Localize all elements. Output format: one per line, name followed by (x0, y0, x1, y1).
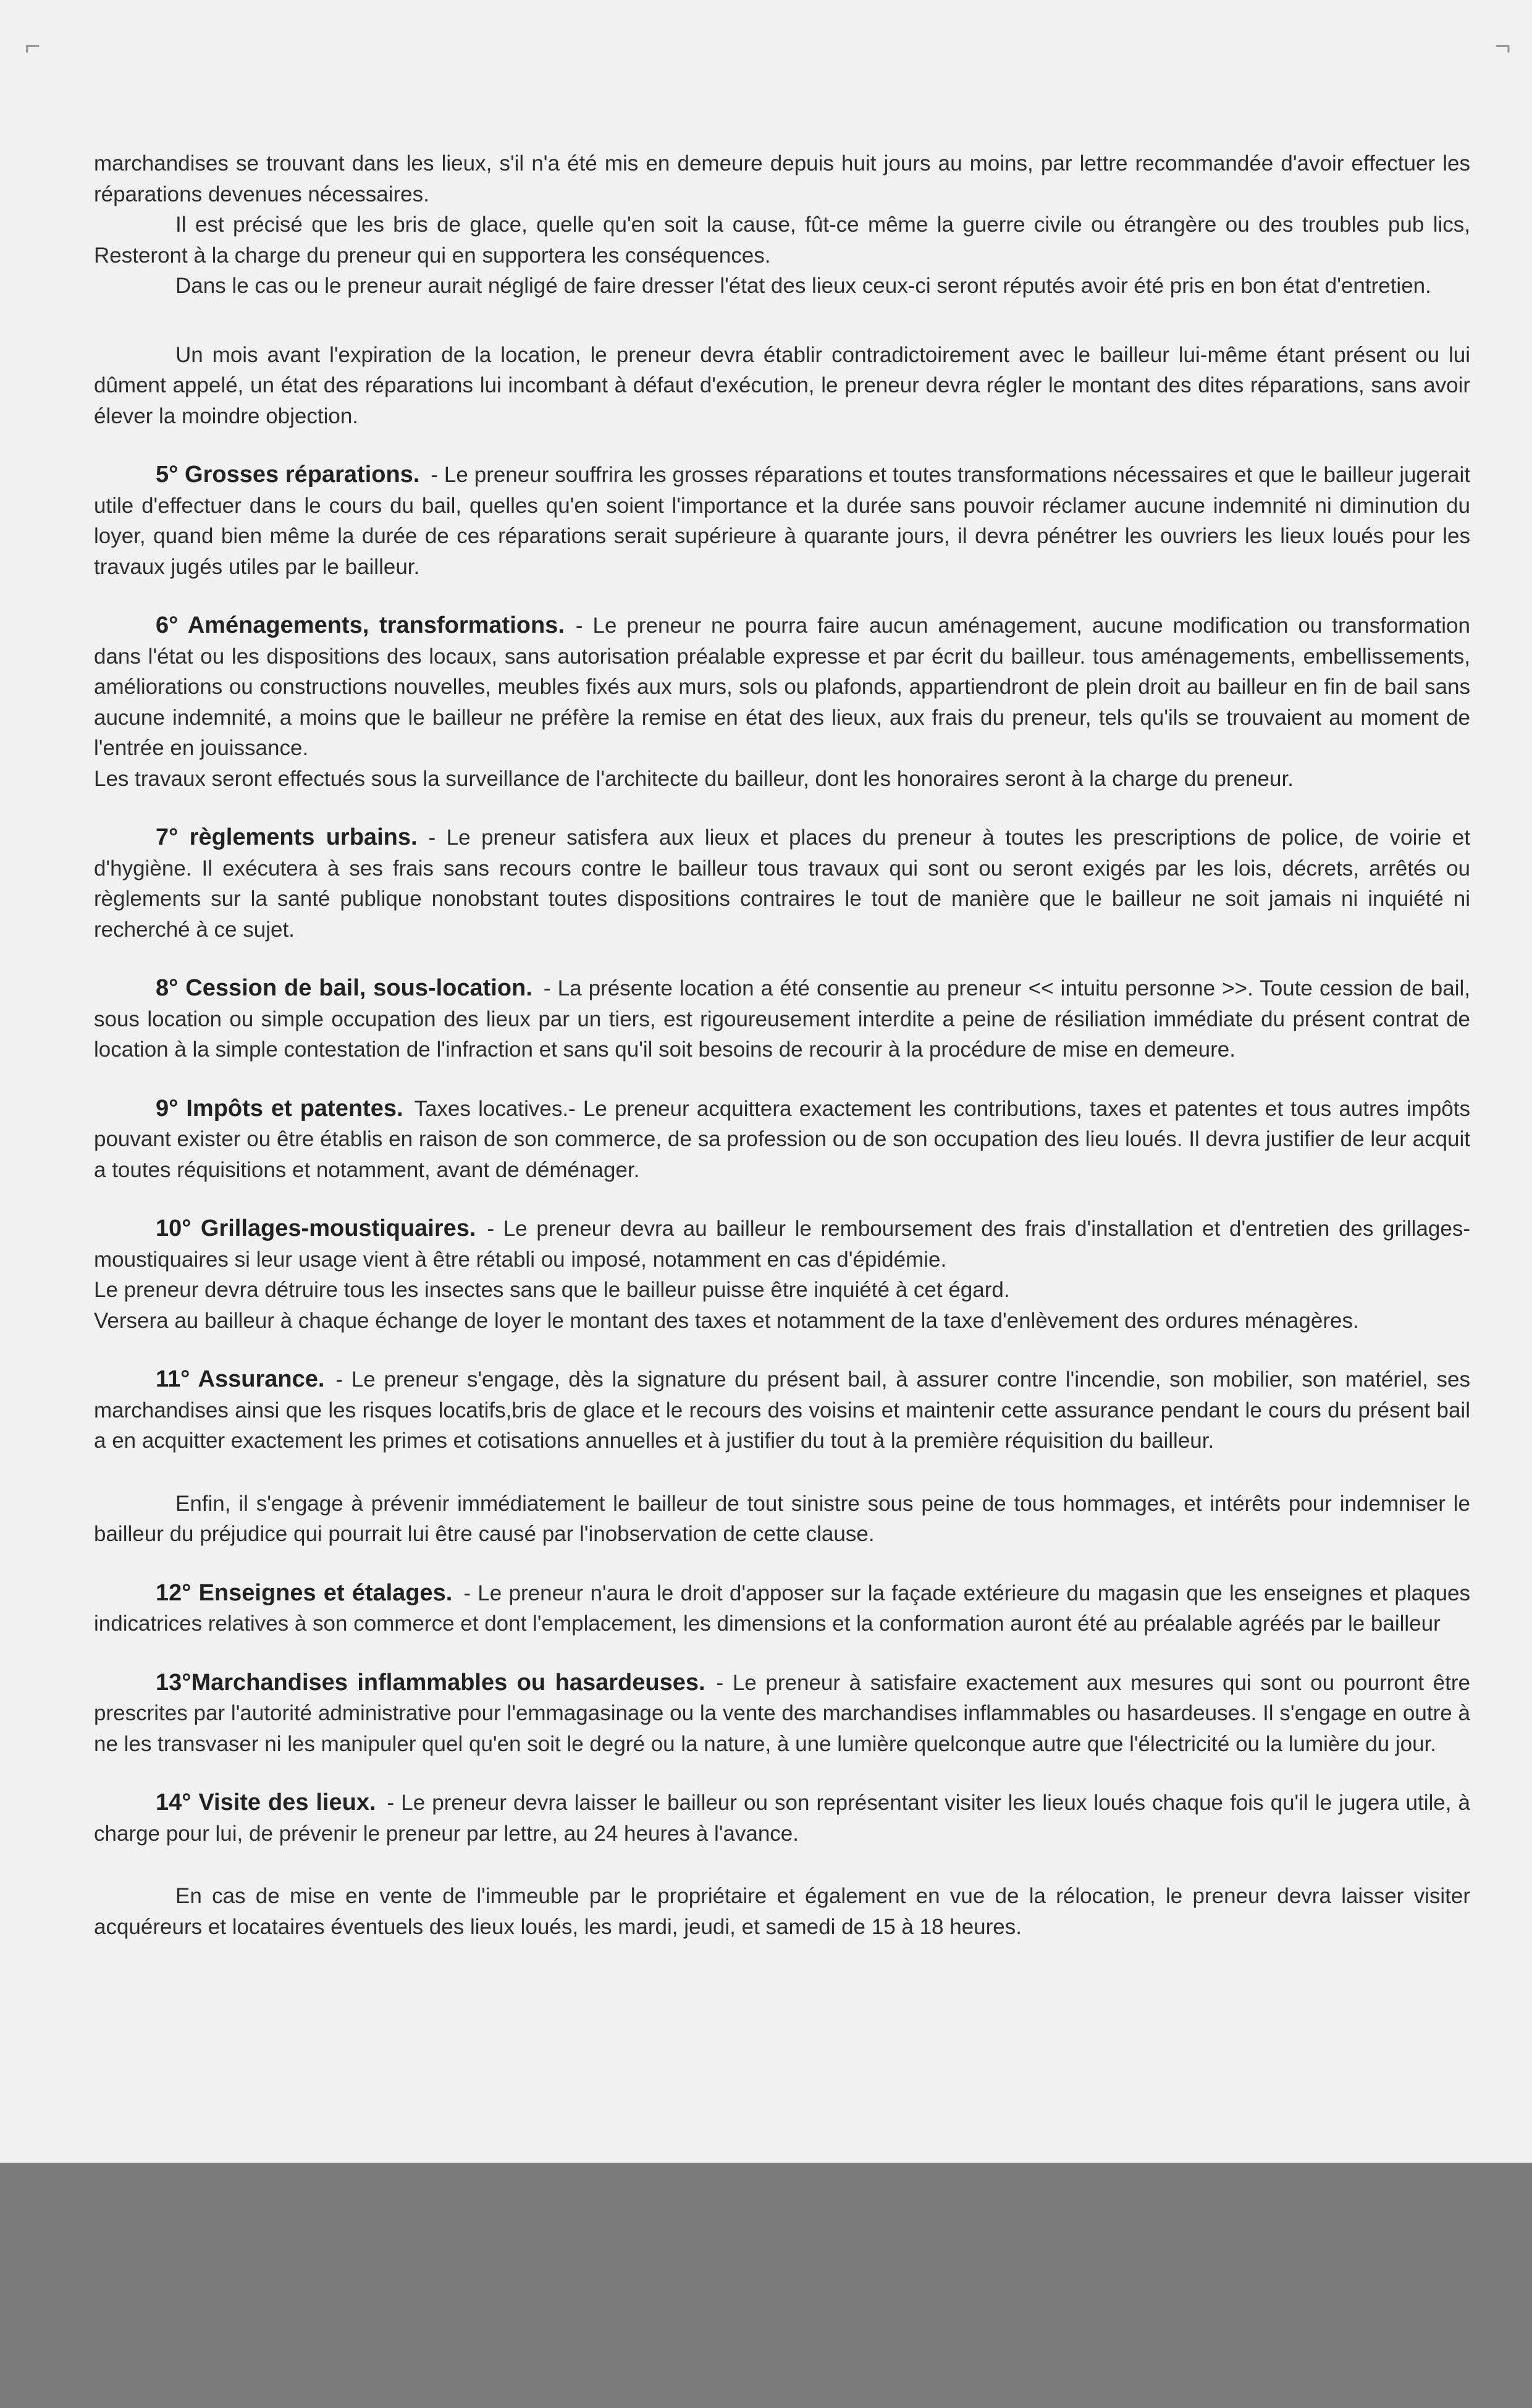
clause-text-extra: Les travaux seront effectués sous la surveillance de l'architecte du bailleur, dont les honoraires seront à la charge du preneur. (94, 766, 1294, 791)
clause-14 (94, 1788, 1470, 1849)
clause-heading: 13°Marchandises inflammables ou hasardeuses. (156, 1669, 705, 1696)
clause-heading: 10° Grillages-moustiquaires. (156, 1215, 476, 1241)
clause-text: - Le preneur s'engage, dès la signature du présent bail, à assurer contre l'incendie, son mobilier, son matériel, ses marchandises ainsi que les risques locatifs,bris de glace et le recours des voisins et maintenir cette assurance pendant le cours du présent bail a en acquitter exactement les primes et cotisations annuelles et à justifier du tout à la première réquisition du bailleur. (94, 1367, 1470, 1453)
clause-10 (94, 1214, 1470, 1275)
clause-heading: 5° Grosses réparations. (156, 462, 420, 488)
clause-text: - La présente location a été consentie au preneur << intuitu personne >>. Toute cession de bail, sous location ou simple occupation des lieux par un tiers, est rigoureusement interdite a peine de résiliation immédiate du présent contrat de location à la simple contestation de l'infraction et sans qu'il soit besoins de recourir à la procédure de mise en demeure. (94, 976, 1471, 1062)
clause-heading: 7° règlements urbains. (156, 824, 418, 850)
clause-text: - Le preneur n'aura le droit d'apposer sur la façade extérieure du magasin que les enseignes et plaques indicatrices relatives à son commerce et dont l'emplacement, les dimensions et la conformation auront été au préalable agréés par le bailleur (94, 1581, 1470, 1636)
clause-heading: 9° Impôts et patentes. (156, 1095, 403, 1122)
clause-heading: 8° Cession de bail, sous-location. (156, 975, 532, 1001)
clause-text: - Le preneur souffrira les grosses réparations et toutes transformations nécessaires et que le bailleur jugerait utile d'effectuer dans le cours du bail, quelles qu'en soient l'importance et la durée sans pouvoir réclamer aucune indemnité ni diminution du loyer, quand bien même la durée de ces réparations serait supérieure à quarante jours, il devra pénétrer les ouvriers les lieux loués pour les travaux jugés utiles par le bailleur. (94, 463, 1470, 579)
clause-heading: 12° Enseignes et étalages. (156, 1579, 453, 1606)
closing-paragraph: En cas de mise en vente de l'immeuble par le propriétaire et également en vue de la rélocation, le preneur devra laisser visiter acquéreurs et locataires éventuels des lieux loués, les mardi, jeudi, et samedi de 15 à 18 heures. (94, 1884, 1470, 1939)
intro-paragraph: marchandises se trouvant dans les lieux, s'il n'a été mis en demeure depuis huit jours au moins, par lettre recommandée d'avoir effectuer les réparations devenues nécessaires. (94, 151, 1470, 206)
clause-text: - Le preneur satisfera aux lieux et places du preneur à toutes les prescriptions de police, de voirie et d'hygiène. Il exécutera à ses frais sans recours contre le bailleur tous travaux qui sont ou seront exigés par les lois, décrets, arrêtés ou règlements sur la santé publique nonobstant toutes dispositions contraires le tout de manière que le bailleur ne soit jamais ni inquiété ni recherché à ce sujet. (94, 826, 1470, 942)
clause-6 (94, 610, 1470, 764)
clause-12 (94, 1578, 1470, 1639)
scan-mark: ⌐ (25, 31, 41, 61)
lease-text (94, 148, 1470, 1942)
clause-heading: 14° Visite des lieux. (156, 1789, 376, 1815)
clause-text: Taxes locatives.- Le preneur acquittera exactement les contributions, taxes et patentes et tous autres impôts pouvant exister ou être établis en raison de son commerce, de sa profession ou de son occupation des lieu loués. Il devra justifier de leur acquit a toutes réquisitions et notamment, avant de déménager. (94, 1096, 1470, 1182)
clause-7 (94, 822, 1470, 945)
clause-text-extra: Le preneur devra détruire tous les insectes sans que le bailleur puisse être inquiété à cet égard. (94, 1278, 1010, 1302)
clause-11 (94, 1364, 1470, 1456)
clause-heading: 6° Aménagements, transformations. (156, 612, 565, 638)
intro-paragraph: Dans le cas ou le preneur aurait négligé de faire dresser l'état des lieux ceux-ci seront réputés avoir été pris en bon état d'entretien. (175, 274, 1431, 298)
clause-13 (94, 1668, 1470, 1760)
clause-text: - Le preneur ne pourra faire aucun aménagement, aucune modification ou transformation dans l'état ou les dispositions des locaux, sans autorisation préalable expresse et par écrit du bailleur. tous aménagements, embellissements, améliorations ou constructions nouvelles, meubles fixés aux murs, sols ou plafonds, appartiendront de plein droit au bailleur en fin de bail sans aucune indemnité, a moins que le bailleur ne préfère la remise en état des lieux, aux frais du preneur, tels qu'ils se trouvaient au moment de l'entrée en jouissance. (94, 614, 1470, 760)
clause-text-extra: Versera au bailleur à chaque échange de loyer le montant des taxes et notamment de la taxe d'enlèvement des ordures ménagères. (94, 1308, 1359, 1333)
clause-8 (94, 973, 1470, 1065)
assurance-followup: Enfin, il s'engage à prévenir immédiatement le bailleur de tout sinistre sous peine de tous hommages, et intérêts pour indemniser le bailleur du préjudice qui pourrait lui être causé par l'inobservation de cette clause. (94, 1491, 1470, 1546)
intro-paragraph: Un mois avant l'expiration de la location, le preneur devra établir contradictoirement avec le bailleur lui-même étant présent ou lui dûment appelé, un état des réparations lui incombant à défaut d'exécution, le preneur devra régler le montant des dites réparations, sans avoir élever la moindre objection. (94, 342, 1470, 428)
clause-text: - Le preneur devra au bailleur le remboursement des frais d'installation et d'entretien des grillages-moustiquaires si leur usage vient à être rétabli ou imposé, notamment en cas d'épidémie. (94, 1217, 1470, 1272)
clause-heading: 11° Assurance. (156, 1366, 325, 1392)
clause-text: - Le preneur à satisfaire exactement aux mesures qui sont ou pourront être prescrites par l'autorité administrative pour l'emmagasinage ou la vente des marchandises inflammables ou hasardeuses. Il s'engage en outre à ne les transvaser ni les manipuler quel qu'en soit le degré ou la nature, à une lumière quelconque autre que l'électricité ou la lumière du jour. (94, 1670, 1470, 1756)
clause-5 (94, 460, 1470, 582)
clause-9 (94, 1094, 1470, 1186)
scan-mark: ¬ (1495, 31, 1511, 61)
clause-text: - Le preneur devra laisser le bailleur ou son représentant visiter les lieux loués chaque fois qu'il le jugera utile, à charge pour lui, de prévenir le preneur par lettre, au 24 heures à l'avance. (94, 1791, 1470, 1846)
intro-paragraph: Il est précisé que les bris de glace, quelle qu'en soit la cause, fût-ce même la guerre civile ou étrangère ou des troubles pub lics, Resteront à la charge du preneur qui en supportera les conséquences. (94, 213, 1470, 268)
